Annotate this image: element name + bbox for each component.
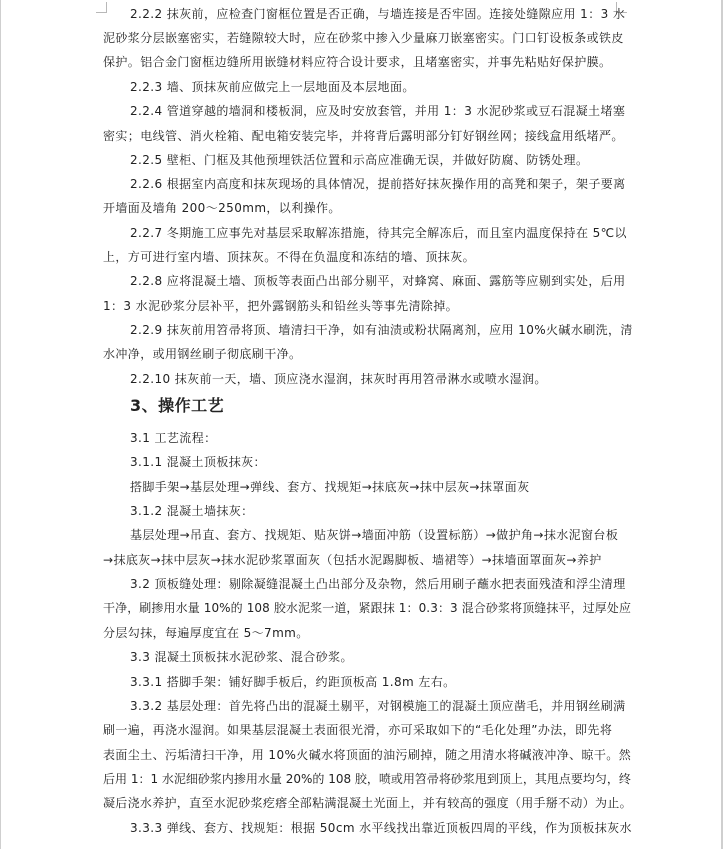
text-line: →抹底灰→抹中层灰→抹水泥砂浆罩面灰（包括水泥踢脚板、墙裙等）→抹墙面罩面灰→养护 <box>103 553 602 567</box>
text-line: 3.3.2 基层处理：首先将凸出的混凝土剔平，对钢模施工的混凝土顶应凿毛，并用钢丝刷满 <box>130 699 626 713</box>
text-line: 2.2.2 抹灰前，应检查门窗框位置是否正确，与墙连接是否牢固。连接处缝隙应用 1：3 水 <box>130 7 626 21</box>
text-line: 2.2.4 管道穿越的墙洞和楼板洞，应及时安放套管，并用 1：3 水泥砂浆或豆石混凝土堵塞 <box>130 104 626 118</box>
crop-mark-top-left <box>96 2 107 13</box>
text-line: 3.1 工艺流程： <box>130 431 217 445</box>
text-line: 2.2.3 墙、顶抹灰前应做完上一层地面及本层地面。 <box>130 80 415 94</box>
text-line: 1：3 水泥砂浆分层补平，把外露钢筋头和铅丝头等事先清除掉。 <box>103 299 459 313</box>
text-line: 凝后浇水养护，直至水泥砂浆疙瘩全部粘满混凝土光面上，并有较高的强度（用手掰不动）为止。 <box>103 796 632 810</box>
text-line: 后用 1：1 水泥细砂浆内掺用水量 20%的 108 胶，喷或用笤帚将砂浆甩到顶上，其甩点要均匀，终 <box>103 772 631 786</box>
text-line: 分层勾抹，每遍厚度宜在 5～7mm。 <box>103 626 309 640</box>
text-line: 上，方可进行室内墙、顶抹灰。不得在负温度和冻结的墙、顶抹灰。 <box>103 250 476 264</box>
left-border <box>0 0 1 849</box>
text-line: 3.1.1 混凝土顶板抹灰： <box>130 455 266 469</box>
text-line: 刷一遍，再浇水湿润。如果基层混凝土表面很光滑，亦可采取如下的“毛化处理”办法，即先将 <box>103 723 613 737</box>
text-line: 开墙面及墙角 200～250mm，以利操作。 <box>103 201 341 215</box>
text-line: 搭脚手架→基层处理→弹线、套方、找规矩→抹底灰→抹中层灰→抹罩面灰 <box>130 480 530 494</box>
text-line: 保护。铝合金门窗框边缝所用嵌缝材料应符合设计要求，且堵塞密实，并事先粘贴好保护膜。 <box>103 55 612 69</box>
text-line: 3.3.3 弹线、套方、找规矩：根据 50cm 水平线找出靠近顶板四周的平线，作为顶板抹灰水 <box>130 821 632 835</box>
text-line: 水冲净，或用钢丝刷子彻底刷干净。 <box>103 347 302 361</box>
text-line: 3.1.2 混凝土墙抹灰： <box>130 504 254 518</box>
section-heading: 3、操作工艺 <box>130 396 225 415</box>
text-line: 2.2.10 抹灰前一天，墙、顶应浇水湿润，抹灰时再用笤帚淋水或喷水湿润。 <box>130 372 547 386</box>
text-line: 2.2.7 冬期施工应事先对基层采取解冻措施，待其完全解冻后，而且室内温度保持在 5℃以 <box>130 226 627 240</box>
text-line: 2.2.9 抹灰前用笤帚将顶、墙清扫干净，如有油渍或粉状隔离剂，应用 10%火碱水刷洗，清 <box>130 323 633 337</box>
text-line: 泥砂浆分层嵌塞密实，若缝隙较大时，应在砂浆中掺入少量麻刀嵌塞密实。门口钉设板条或铁皮 <box>103 31 624 45</box>
text-line: 密实；电线管、消火栓箱、配电箱安装完毕，并将背后露明部分钉好钢丝网；接线盒用纸堵严。 <box>103 129 624 143</box>
text-line: 2.2.6 根据室内高度和抹灰现场的具体情况，提前搭好抹灰操作用的高凳和架子，架子要离 <box>130 177 626 191</box>
text-line: 3.3.1 搭脚手架：铺好脚手板后，约距顶板高 1.8m 左右。 <box>130 675 456 689</box>
text-line: 干净，刷掺用水量 10%的 108 胶水泥浆一道，紧跟抹 1：0.3：3 混合砂浆将顶缝抹平，过厚处应 <box>103 601 632 615</box>
text-line: 基层处理→吊直、套方、找规矩、贴灰饼→墙面冲筋（设置标筋）→做护角→抹水泥窗台板 <box>130 528 619 542</box>
text-line: 表面尘土、污垢清扫干净，用 10%火碱水将顶面的油污刷掉，随之用清水将碱液冲净、晾干。然 <box>103 748 632 762</box>
text-line: 2.2.8 应将混凝土墙、顶板等表面凸出部分剔平，对蜂窝、麻面、露筋等应剔到实处，后用 <box>130 274 626 288</box>
text-line: 3.3 混凝土顶板抹水泥砂浆、混合砂浆。 <box>130 650 353 664</box>
text-line: 3.2 顶板缝处理：剔除凝缝混凝土凸出部分及杂物，然后用刷子蘸水把表面残渣和浮尘清理 <box>130 577 626 591</box>
text-line: 2.2.5 壁柜、门框及其他预埋铁活位置和示高应准确无误，并做好防腐、防锈处理。 <box>130 153 589 167</box>
